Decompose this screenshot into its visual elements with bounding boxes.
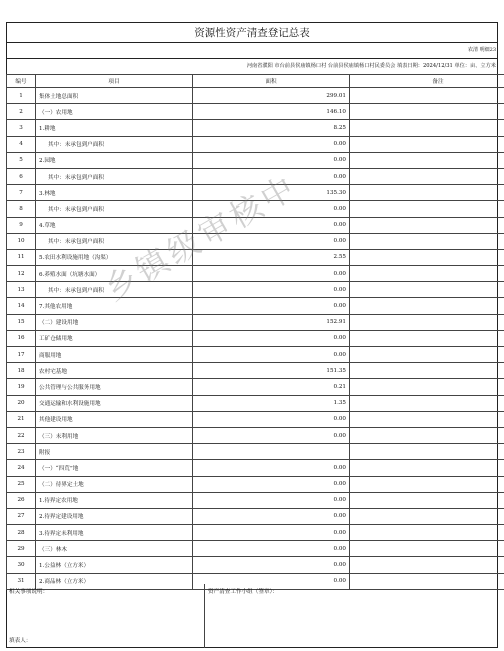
- row-area: 0.00: [193, 492, 350, 508]
- row-note: [350, 282, 504, 298]
- row-number: 27: [7, 508, 36, 524]
- row-number: 8: [7, 201, 36, 217]
- row-number: 31: [7, 573, 36, 589]
- row-area: 0.00: [193, 427, 350, 443]
- row-number: 14: [7, 298, 36, 314]
- row-item: 商服用地: [36, 347, 193, 363]
- row-area: 1.35: [193, 395, 350, 411]
- row-note: [350, 427, 504, 443]
- row-item: 农村宅基地: [36, 363, 193, 379]
- table-row: [7, 185, 504, 201]
- table-row: [7, 508, 504, 524]
- row-item: 6.养殖水面（坑塘水面）: [36, 266, 193, 282]
- row-number: 10: [7, 233, 36, 249]
- row-number: 19: [7, 379, 36, 395]
- row-note: [350, 266, 504, 282]
- group-sign-label: 资产清查工作小组（签章）：: [208, 589, 278, 595]
- row-item: 交通运输和水利设施用地: [36, 395, 193, 411]
- row-area: 0.00: [193, 573, 350, 589]
- table-row: [7, 541, 504, 557]
- col-header-no: 编号: [7, 75, 36, 88]
- row-number: 17: [7, 347, 36, 363]
- table-row: [7, 363, 504, 379]
- row-area: 0.00: [193, 557, 350, 573]
- row-number: 7: [7, 185, 36, 201]
- row-area: 0.21: [193, 379, 350, 395]
- row-note: [350, 104, 504, 120]
- row-note: [350, 88, 504, 104]
- row-item: 7.其他农用地: [36, 298, 193, 314]
- table-row: [7, 120, 504, 136]
- row-area: 135.30: [193, 185, 350, 201]
- row-number: 16: [7, 330, 36, 346]
- table-row: [7, 444, 504, 460]
- row-note: [350, 411, 504, 427]
- row-note: [350, 557, 504, 573]
- footer-notes: [6, 584, 205, 648]
- row-area: 0.00: [193, 330, 350, 346]
- row-item: 4.草地: [36, 217, 193, 233]
- row-area: 151.35: [193, 363, 350, 379]
- row-area: 0.00: [193, 347, 350, 363]
- row-area: 0.00: [193, 282, 350, 298]
- row-number: 2: [7, 104, 36, 120]
- row-note: [350, 152, 504, 168]
- table-row: [7, 379, 504, 395]
- row-item: 其中：未承包到户面积: [36, 201, 193, 217]
- row-area: 0.00: [193, 508, 350, 524]
- row-note: [350, 541, 504, 557]
- row-area: 0.00: [193, 411, 350, 427]
- row-note: [350, 330, 504, 346]
- footer-group: [205, 584, 498, 648]
- filler-label: 填表人：: [9, 638, 32, 644]
- row-number: 3: [7, 120, 36, 136]
- row-note: [350, 395, 504, 411]
- table-row: [7, 460, 504, 476]
- row-area: 0.00: [193, 476, 350, 492]
- row-number: 5: [7, 152, 36, 168]
- row-number: 15: [7, 314, 36, 330]
- row-item: （一）“四荒”地: [36, 460, 193, 476]
- table-row: [7, 217, 504, 233]
- row-number: 30: [7, 557, 36, 573]
- row-note: [350, 460, 504, 476]
- row-number: 23: [7, 444, 36, 460]
- row-item: 其中：未承包到户面积: [36, 168, 193, 184]
- table-header-row: [7, 75, 504, 88]
- row-number: 6: [7, 168, 36, 184]
- row-item: 其中：未承包到户面积: [36, 233, 193, 249]
- table-row: [7, 136, 504, 152]
- row-item: 5.农田水利设施用地（沟渠）: [36, 249, 193, 265]
- row-number: 22: [7, 427, 36, 443]
- row-note: [350, 379, 504, 395]
- row-note: [350, 298, 504, 314]
- row-area: 0.00: [193, 168, 350, 184]
- row-item: 1.耕地: [36, 120, 193, 136]
- table-row: [7, 282, 504, 298]
- table-row: [7, 557, 504, 573]
- row-number: 26: [7, 492, 36, 508]
- row-note: [350, 347, 504, 363]
- asset-table: [6, 74, 504, 590]
- row-area: 0.00: [193, 217, 350, 233]
- row-area: 146.10: [193, 104, 350, 120]
- table-row: [7, 347, 504, 363]
- row-note: [350, 492, 504, 508]
- row-note: [350, 233, 504, 249]
- table-row: [7, 298, 504, 314]
- row-note: [350, 249, 504, 265]
- row-item: 1.待界定农用地: [36, 492, 193, 508]
- table-row: [7, 411, 504, 427]
- review-watermark: 乡镇级审核中: [98, 167, 305, 309]
- notes-label: 相关事项说明：: [9, 589, 49, 595]
- row-item: （三）未利用地: [36, 427, 193, 443]
- table-row: [7, 152, 504, 168]
- row-number: 20: [7, 395, 36, 411]
- row-number: 9: [7, 217, 36, 233]
- form-header-info: 河南省濮阳 市台前县侯庙镇杨口村 台前县侯庙镇杨口村民委员会 填表日期：2024/12/31 单位：亩、立方米: [246, 63, 496, 69]
- row-number: 18: [7, 363, 36, 379]
- row-area: 8.25: [193, 120, 350, 136]
- form-title: 资源性资产清查登记总表: [194, 27, 310, 39]
- row-area: 2.55: [193, 249, 350, 265]
- row-note: [350, 201, 504, 217]
- row-number: 24: [7, 460, 36, 476]
- table-row: [7, 427, 504, 443]
- row-item: 工矿仓储用地: [36, 330, 193, 346]
- row-note: [350, 314, 504, 330]
- row-item: 集体土地总面积: [36, 88, 193, 104]
- table-row: [7, 525, 504, 541]
- row-note: [350, 444, 504, 460]
- row-item: （三）林木: [36, 541, 193, 557]
- row-note: [350, 363, 504, 379]
- row-area: [193, 444, 350, 460]
- table-row: [7, 104, 504, 120]
- row-item: 2.待界定建设用地: [36, 508, 193, 524]
- row-number: 28: [7, 525, 36, 541]
- table-row: [7, 201, 504, 217]
- row-area: 0.00: [193, 541, 350, 557]
- row-note: [350, 525, 504, 541]
- row-area: 0.00: [193, 460, 350, 476]
- col-header-note: 备注: [350, 75, 504, 88]
- table-row: [7, 476, 504, 492]
- table-row: [7, 249, 504, 265]
- table-row: [7, 330, 504, 346]
- table-row: [7, 314, 504, 330]
- row-number: 13: [7, 282, 36, 298]
- row-item: （一）农用地: [36, 104, 193, 120]
- table-row: [7, 168, 504, 184]
- col-header-item: 项目: [36, 75, 193, 88]
- row-item: 3.待界定未利用地: [36, 525, 193, 541]
- row-item: 其他建设用地: [36, 411, 193, 427]
- row-note: [350, 120, 504, 136]
- row-item: 其中：未承包到户面积: [36, 136, 193, 152]
- form-code: 农清 明细23: [468, 47, 496, 53]
- row-number: 29: [7, 541, 36, 557]
- row-area: 0.00: [193, 266, 350, 282]
- table-row: [7, 492, 504, 508]
- row-number: 12: [7, 266, 36, 282]
- table-row: [7, 395, 504, 411]
- row-number: 25: [7, 476, 36, 492]
- row-note: [350, 217, 504, 233]
- row-area: 0.00: [193, 201, 350, 217]
- divider: [6, 58, 498, 59]
- row-area: 0.00: [193, 298, 350, 314]
- row-area: 0.00: [193, 233, 350, 249]
- row-note: [350, 185, 504, 201]
- table-row: [7, 266, 504, 282]
- col-header-area: 面积: [193, 75, 350, 88]
- row-item: 公共管理与公共服务用地: [36, 379, 193, 395]
- row-item: 2.园地: [36, 152, 193, 168]
- row-number: 21: [7, 411, 36, 427]
- row-item: 3.林地: [36, 185, 193, 201]
- row-area: 0.00: [193, 152, 350, 168]
- row-number: 1: [7, 88, 36, 104]
- row-note: [350, 168, 504, 184]
- row-area: 0.00: [193, 136, 350, 152]
- row-note: [350, 136, 504, 152]
- row-item: （二）待界定土地: [36, 476, 193, 492]
- row-item: 其中：未承包到户面积: [36, 282, 193, 298]
- divider: [6, 42, 498, 43]
- row-note: [350, 476, 504, 492]
- row-area: 152.91: [193, 314, 350, 330]
- row-note: [350, 508, 504, 524]
- row-number: 4: [7, 136, 36, 152]
- row-number: 11: [7, 249, 36, 265]
- row-area: 0.00: [193, 525, 350, 541]
- row-item: 2.商品林（立方米）: [36, 573, 193, 589]
- row-item: （二）建设用地: [36, 314, 193, 330]
- table-row: [7, 88, 504, 104]
- table-row: [7, 233, 504, 249]
- row-item: 附报: [36, 444, 193, 460]
- row-area: 299.01: [193, 88, 350, 104]
- row-item: 1.公益林（立方米）: [36, 557, 193, 573]
